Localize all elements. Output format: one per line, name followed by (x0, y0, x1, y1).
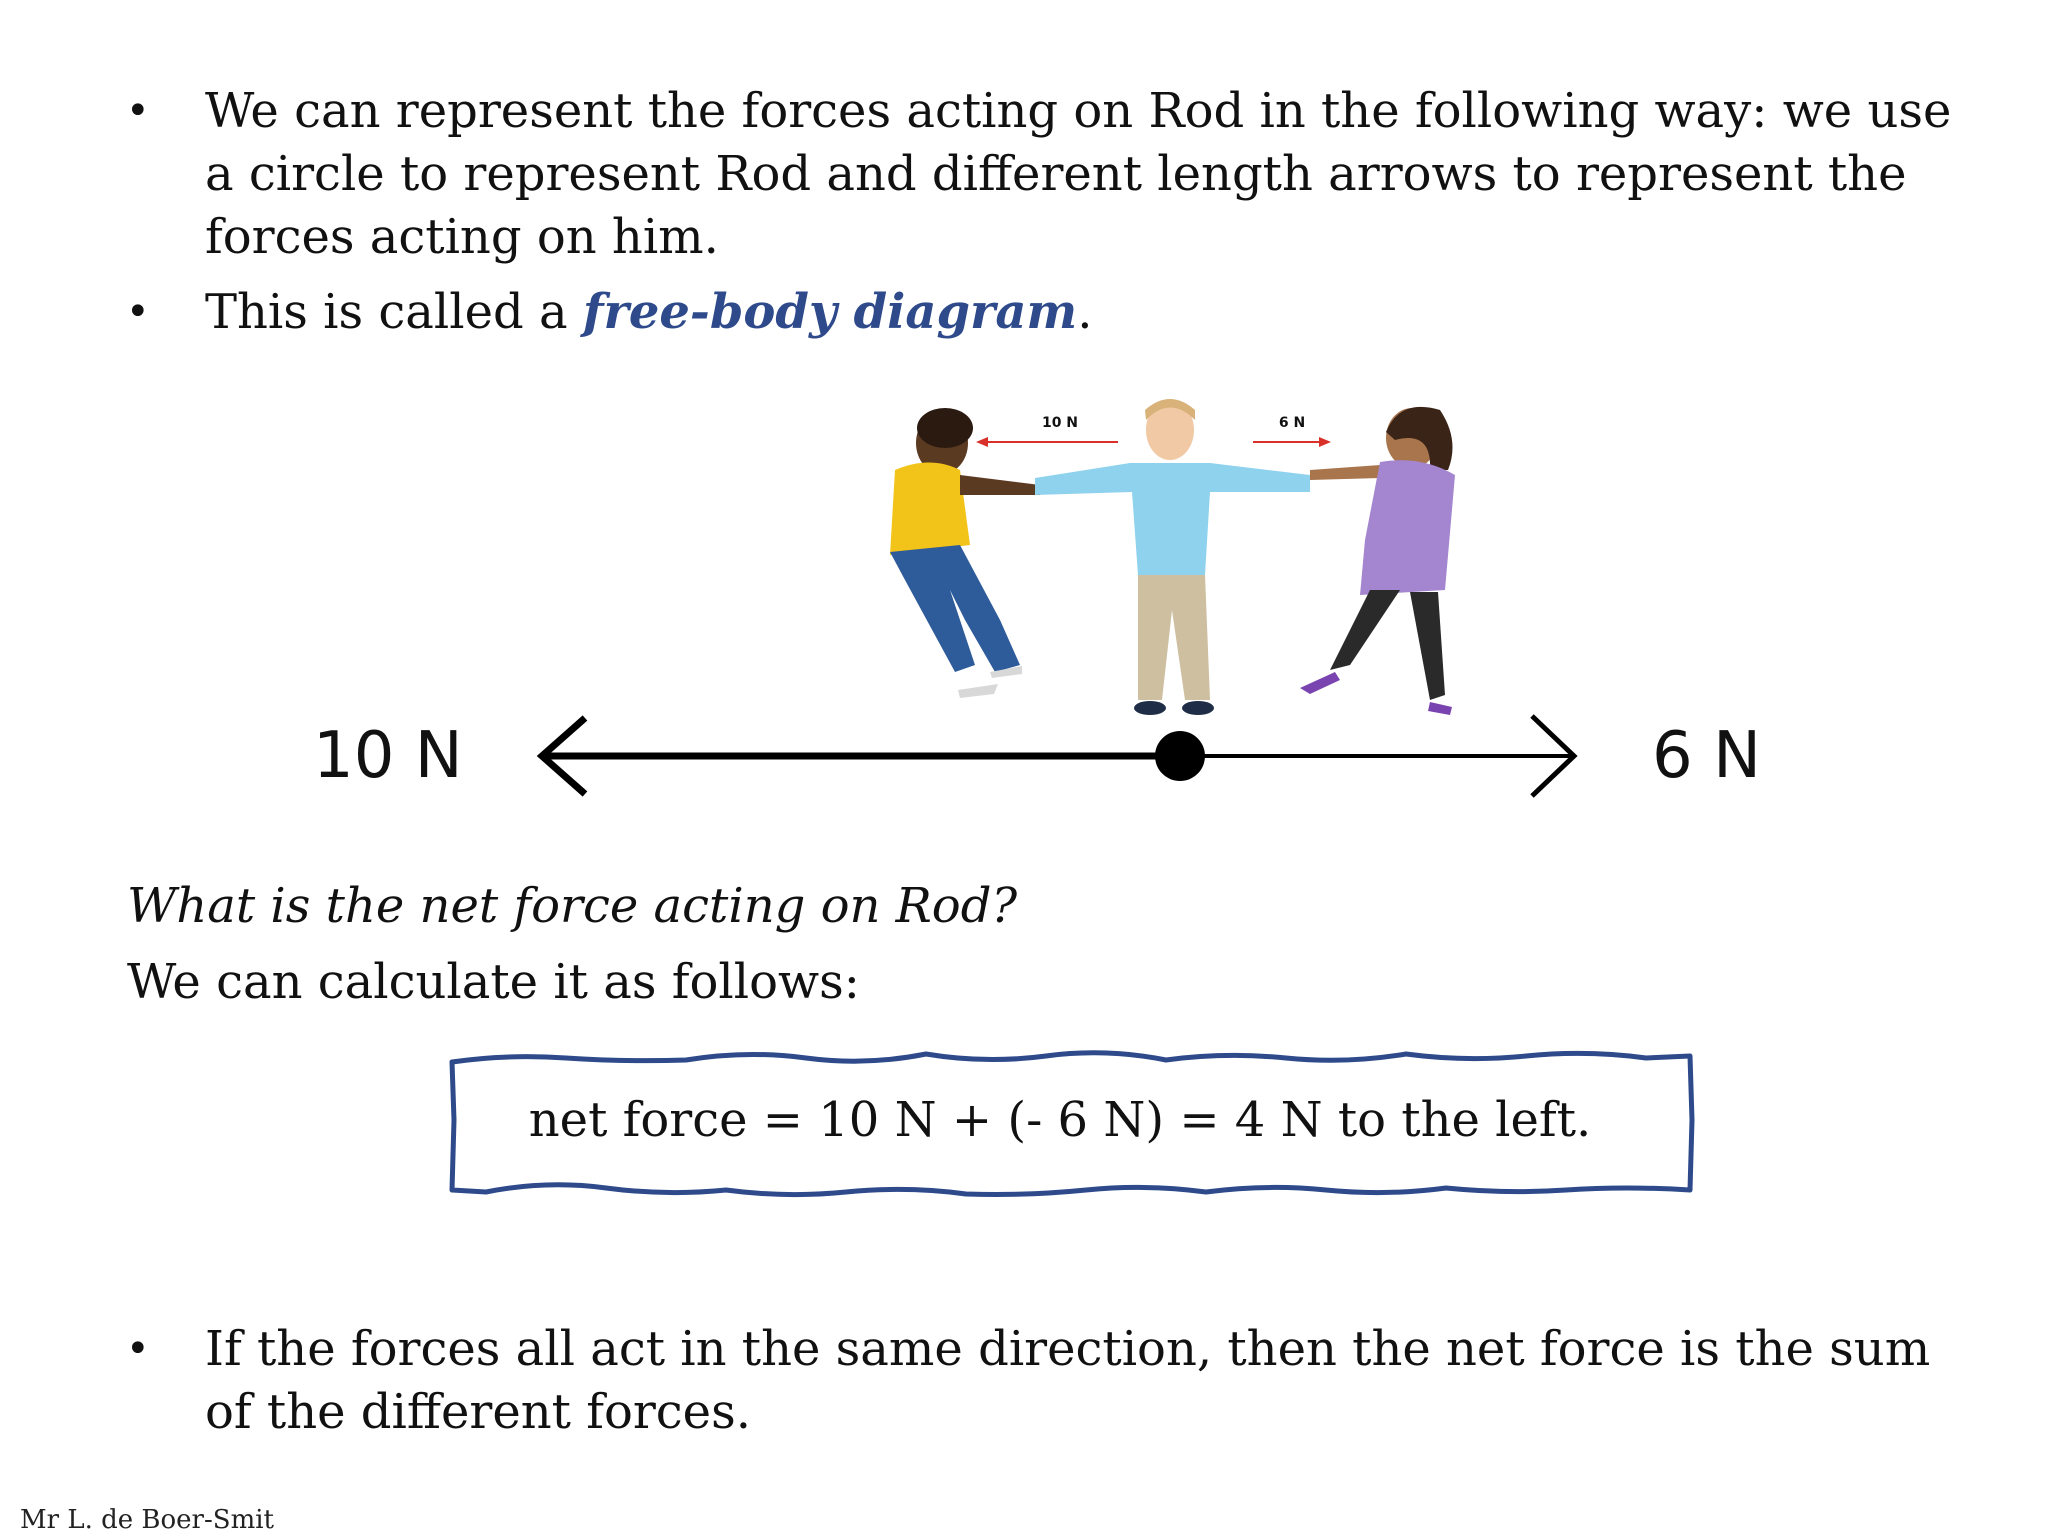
illustration-right-arrowhead (1319, 437, 1331, 447)
bottom-bullet-list (122, 1318, 1962, 1456)
illustration-right-label: 6 N (1278, 415, 1306, 431)
bullet-text: This is called a (205, 284, 583, 340)
bullet-dot: • (126, 1326, 150, 1372)
illustration-left-arrowhead (976, 437, 988, 447)
rod-circle (1155, 731, 1205, 781)
right-force-label: 6 N (1652, 719, 1761, 793)
bullet-text: If the forces all act in the same direction, then the net force is the sum of the different forces. (205, 1321, 1931, 1440)
left-force-label: 10 N (313, 719, 463, 793)
bullet-dot: • (126, 88, 150, 134)
author-footer: Mr L. de Boer-Smit (20, 1505, 274, 1535)
bullet-text-end: . (1077, 284, 1093, 340)
bullet-item (122, 1318, 1962, 1444)
free-body-arrows (313, 716, 1761, 796)
bullet-dot: • (126, 289, 150, 335)
calc-intro-text: We can calculate it as follows: (127, 954, 860, 1010)
person-left-yellow-shirt (890, 408, 1040, 698)
illustration-left-label: 10 N (1041, 415, 1079, 431)
person-right-purple-dress (1300, 407, 1455, 715)
free-body-diagram-term: free-body diagram (582, 284, 1078, 340)
bullet-text: We can represent the forces acting on Rod in the following way: we use a circle to represent Rod and different length arrows to represent the forces acting on him. (205, 83, 1952, 265)
net-force-calculation: net force = 10 N + (- 6 N) = 4 N to the left. (528, 1092, 1592, 1148)
question-text: What is the net force acting on Rod? (127, 878, 1018, 934)
person-middle-rod (1035, 399, 1310, 715)
